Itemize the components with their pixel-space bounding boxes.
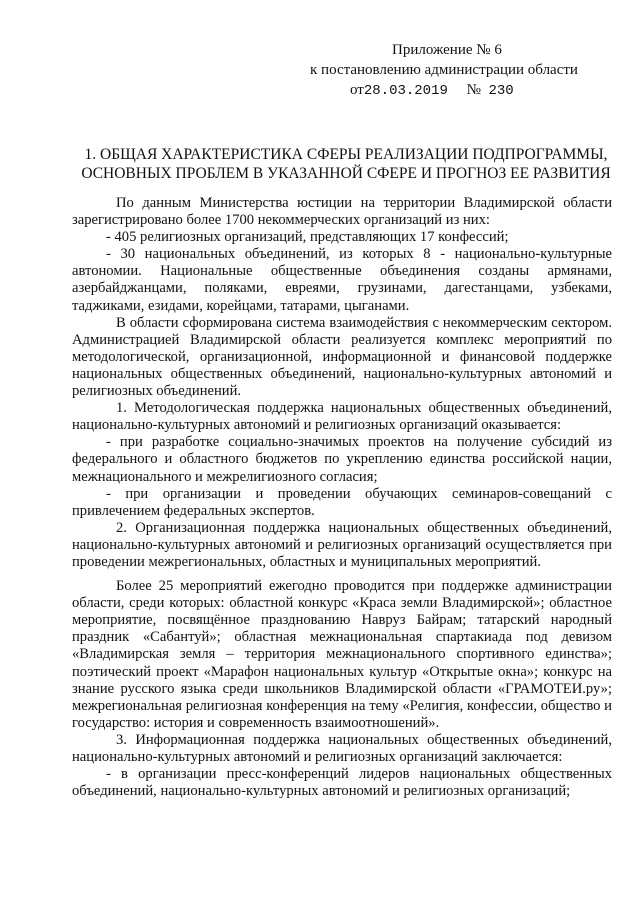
resolution-number: 230 [488,83,514,99]
appendix-resolution: к постановлению администрации области [310,62,578,78]
resolution-date: 28.03.2019 [363,83,448,99]
paragraph: В области сформирована система взаимодействия с некоммерческим сектором. Администрацией Владимирской области реализуется комплекс мероприятий по методологической, организационной, информационной и финансовой поддержке национальных общественных объединений, национально-культурных автономий и религиозных объединений. [72,314,612,400]
paragraph: 1. Методологическая поддержка национальных общественных объединений, национально-культурных автономий и религиозных организаций оказывается: [72,400,612,434]
paragraph: По данным Министерства юстиции на территории Владимирской области зарегистрировано более 1700 некоммерческих организаций из них: [72,195,612,229]
list-item: - при разработке социально-значимых проектов на получение субсидий из федерального и областного бюджетов по укреплению единства российской нации, межнационального и межрелигиозного согласия; [72,434,612,485]
number-prefix: № [466,82,481,98]
appendix-date-line [310,80,620,101]
appendix-title: Приложение № 6 [392,42,502,58]
heading-line-1: 1. ОБЩАЯ ХАРАКТЕРИСТИКА СФЕРЫ РЕАЛИЗАЦИИ ПОДПРОГРАММЫ, [84,146,608,163]
paragraph: 3. Информационная поддержка национальных общественных объединений, национально-культурных автономий и религиозных организаций заключается: [72,731,612,765]
list-item: - 405 религиозных организаций, представляющих 17 конфессий; [106,229,509,246]
list-item: - при организации и проведении обучающих семинаров-совещаний с привлечением федеральных экспертов. [72,485,612,519]
document-body [72,195,612,800]
list-item: - 30 национальных объединений, из которых 8 - национально-культурные автономии. Национальные общественные объединения созданы армянами, азербайджанцами, поляками, евреями, грузинами, дагестанцами, узбеками, таджиками, езидами, корейцами, татарами, цыганами. [72,246,612,314]
paragraph: 2. Организационная поддержка национальных общественных объединений, национально-культурных автономий и религиозных организаций осуществляется при проведении межрегиональных, областных и муниципальных мероприятий. [72,519,612,570]
appendix-header [310,40,620,101]
date-prefix: от [350,82,364,98]
list-item: - в организации пресс-конференций лидеров национальных общественных объединений, национально-культурных автономий и религиозных организаций; [72,766,612,800]
section-heading [72,145,620,183]
heading-line-2: ОСНОВНЫХ ПРОБЛЕМ В УКАЗАННОЙ СФЕРЕ И ПРОГНОЗ ЕЕ РАЗВИТИЯ [81,165,611,182]
paragraph: Более 25 мероприятий ежегодно проводится при поддержке администрации области, среди которых: областной конкурс «Краса земли Владимирской»; областное мероприятие, посвящённое празднованию Навруз Байрам; татарский народный праздник «Сабантуй»; областная межнациональная спартакиада под девизом «Владимирская земля – территория межнационального спортивного единства»; поэтический проект «Марафон национальных культур «Открытые окна»; конкурс на знание русского языка среди школьников Владимирской области «ГРАМОТЕИ.ру»; межрегиональная религиозная конференция на тему «Религия, конфессии, общество и государство: история и современность взаимоотношений». [72,578,612,731]
